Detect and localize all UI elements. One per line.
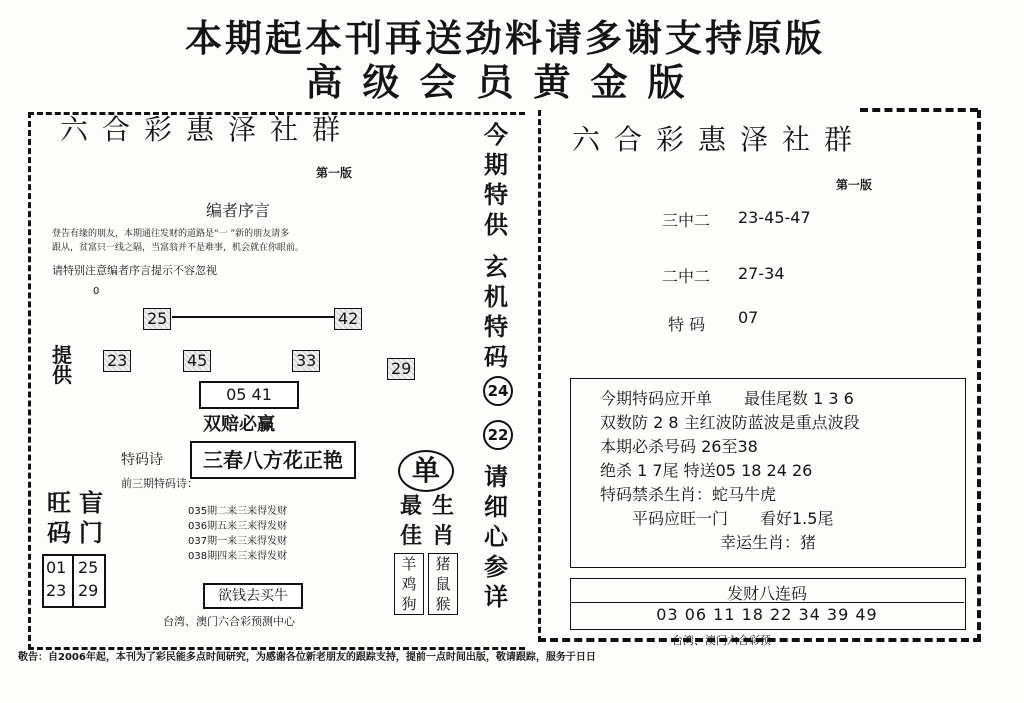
zero-mark: 0 xyxy=(93,286,100,297)
header-line-1: 本期起本刊再送劲料请多谢支持原版 xyxy=(185,16,825,60)
wang-number-1: 01 xyxy=(46,558,67,577)
middle-text-1: 今 期 特 供 xyxy=(484,120,508,239)
poem-box: 三春八方花正艳 xyxy=(190,441,356,479)
lucky-numbers: 03 06 11 18 22 34 39 49 xyxy=(656,605,878,624)
left-footer: 台湾、澳门六合彩预测中心 xyxy=(163,615,295,628)
tip-line-6: 平码应旺一门 看好1.5尾 xyxy=(632,509,834,528)
lucky-title: 发财八连码 xyxy=(726,584,807,603)
wang-ma-label: 旺 码 xyxy=(47,489,71,547)
range-end-number: 42 xyxy=(334,308,362,330)
dan-oval: 单 xyxy=(398,450,454,492)
san-zhong-er-value: 23-45-47 xyxy=(738,208,811,227)
te-ma-label: 特 码 xyxy=(668,315,706,334)
header-line-2: 高级会员黄金版 xyxy=(305,60,705,104)
te-ma-value: 07 xyxy=(738,308,759,327)
preface-notice: 请特别注意编者序言提示不容忽视 xyxy=(52,264,217,277)
zodiac-list-box: 猪 鼠 猴 xyxy=(428,553,458,615)
preface-line-1: 登告有缘的朋友，本期通往发财的道路是“一 ”新的朋友请多 xyxy=(52,229,290,239)
provide-number-2: 45 xyxy=(183,350,211,372)
buy-text-box: 欲钱去买牛 xyxy=(203,583,303,609)
best-label: 最 佳 xyxy=(399,494,422,549)
mang-number-2: 29 xyxy=(78,581,99,600)
tip-line-5: 特码禁杀生肖：蛇马牛虎 xyxy=(600,485,777,504)
provide-number-1: 23 xyxy=(103,350,131,372)
poem-label: 特码诗 xyxy=(121,452,163,468)
best-zodiac-box: 羊 鸡 狗 xyxy=(394,553,424,615)
special-circle-2: 22 xyxy=(483,420,513,450)
left-edition: 第一版 xyxy=(316,166,353,180)
zodiac-label: 生 肖 xyxy=(431,494,454,549)
preface-line-2: 跟从，贫富只一线之隔，当富翁并不是难事，机会就在你眼前。 xyxy=(52,243,305,253)
tip-line-4: 绝杀 1 7尾 特送05 18 24 26 xyxy=(600,461,813,480)
right-footer: 台湾、澳门六合彩预 xyxy=(672,634,771,647)
tip-line-7: 幸运生肖：猪 xyxy=(720,533,817,552)
previous-poem-3: 037期一来三来得发财 xyxy=(188,536,288,547)
er-zhong-er-label: 二中二 xyxy=(662,267,711,286)
wang-number-2: 23 xyxy=(46,581,67,600)
pair-box: 05 41 xyxy=(199,381,299,409)
previous-poems-label: 前三期特码诗： xyxy=(121,477,198,490)
san-zhong-er-label: 三中二 xyxy=(662,211,711,230)
provide-label: 提供 xyxy=(52,343,72,387)
special-circle-1: 24 xyxy=(483,376,513,406)
range-line xyxy=(172,316,334,318)
right-panel-frame-top xyxy=(860,108,978,112)
range-start-number: 25 xyxy=(143,308,171,330)
provide-number-4: 29 xyxy=(387,358,415,380)
previous-poem-2: 036期五来三来得发财 xyxy=(188,521,288,532)
double-win-text: 双赔必赢 xyxy=(203,414,275,435)
previous-poem-1: 035期二来三来得发财 xyxy=(188,506,288,517)
preface-title: 编者序言 xyxy=(206,201,271,220)
middle-text-3: 请 细 心 参 详 xyxy=(484,462,508,611)
tip-line-2: 双数防 2 8 主红波防蓝波是重点波段 xyxy=(600,413,860,432)
right-group-title: 六合彩惠泽社群 xyxy=(572,123,867,156)
provide-number-3: 33 xyxy=(292,350,320,372)
wang-mang-divider xyxy=(72,554,74,606)
er-zhong-er-value: 27-34 xyxy=(738,264,785,283)
right-edition: 第一版 xyxy=(836,178,873,192)
previous-poem-4: 038期四来三来得发财 xyxy=(188,551,288,562)
tip-line-1: 今期特码应开单 最佳尾数 1 3 6 xyxy=(600,389,854,408)
left-group-title: 六合彩惠泽社群 xyxy=(60,113,355,146)
mang-men-label: 盲 门 xyxy=(79,489,103,547)
tip-line-3: 本期必杀号码 26至38 xyxy=(600,437,758,456)
middle-text-2: 玄 机 特 码 xyxy=(484,252,508,371)
mang-number-1: 25 xyxy=(78,558,99,577)
bottom-note: 敬告：自2006年起，本刊为了彩民能多点时间研究，为感谢各位新老朋友的跟踪支持，提前一点时间出版，敬请跟踪，服务于日日 xyxy=(18,652,596,663)
